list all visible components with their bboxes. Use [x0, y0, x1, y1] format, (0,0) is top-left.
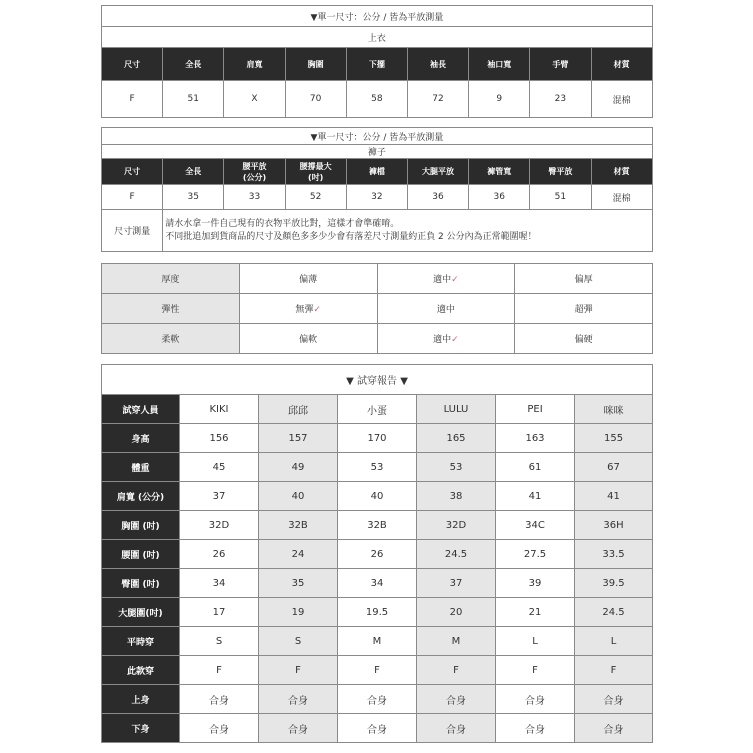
table-cell: 24 — [259, 540, 338, 569]
person-name: LULU — [417, 395, 496, 424]
table-cell: S — [180, 627, 259, 656]
feel-row-label: 厚度 — [102, 264, 240, 294]
table-cell: F — [575, 656, 653, 685]
feel-option: 偏厚 — [515, 264, 653, 294]
table-cell: 混棉 — [591, 185, 652, 210]
trial-row-label: 身高 — [102, 424, 180, 453]
table-cell: 61 — [496, 453, 575, 482]
table-cell: 合身 — [496, 714, 575, 743]
trial-row-label: 大腿圍(吋) — [102, 598, 180, 627]
column-header: 肩寬 — [224, 48, 285, 81]
table-cell: 32D — [180, 511, 259, 540]
trial-row-label: 肩寬 (公分) — [102, 482, 180, 511]
feel-option: 偏軟 — [239, 324, 377, 354]
table-cell: S — [259, 627, 338, 656]
table-cell: F — [102, 185, 163, 210]
column-header: 袖口寬 — [469, 48, 530, 81]
table-cell: 33.5 — [575, 540, 653, 569]
table-row — [102, 714, 653, 743]
check-icon: ✓ — [451, 275, 459, 285]
table-row — [102, 598, 653, 627]
table-cell: F — [338, 656, 417, 685]
column-header: 材質 — [591, 159, 652, 185]
measurement-note-line: 不同批追加到貨商品的尺寸及顏色多多少少會有落差尺寸測量約正負 2 公分內為正常範圍喔！ — [165, 231, 537, 242]
check-icon: ✓ — [451, 335, 459, 345]
table-cell: 合身 — [496, 685, 575, 714]
table-cell: 20 — [417, 598, 496, 627]
table-row — [102, 511, 653, 540]
table-cell: F — [496, 656, 575, 685]
measurement-note-line: 請水水拿一件自己現有的衣物平放比對，這樣才會準確唷。 — [165, 218, 400, 229]
table-cell: 合身 — [575, 685, 653, 714]
table-cell: 合身 — [180, 714, 259, 743]
person-name: 咪咪 — [575, 395, 653, 424]
top-size-table — [101, 5, 653, 118]
table-cell: 24.5 — [417, 540, 496, 569]
table-cell: 40 — [338, 482, 417, 511]
table-cell: 37 — [417, 569, 496, 598]
column-header: 全長 — [163, 159, 224, 185]
table-cell: 35 — [259, 569, 338, 598]
table-cell: L — [575, 627, 653, 656]
feel-option: 適中✓ — [377, 324, 515, 354]
column-header: 大腿平放 — [407, 159, 468, 185]
column-header: 腰撐最大 (吋) — [285, 159, 346, 185]
table-cell: 合身 — [417, 714, 496, 743]
table-cell: 26 — [180, 540, 259, 569]
table-cell: 70 — [285, 81, 346, 118]
table-cell: 合身 — [259, 714, 338, 743]
table-cell: 32 — [346, 185, 407, 210]
table-cell: 45 — [180, 453, 259, 482]
column-header: 褲管寬 — [469, 159, 530, 185]
person-name: 小蛋 — [338, 395, 417, 424]
table-cell: F — [180, 656, 259, 685]
table-row — [102, 482, 653, 511]
table-cell: 27.5 — [496, 540, 575, 569]
table-cell: 合身 — [417, 685, 496, 714]
column-header: 下擺 — [346, 48, 407, 81]
check-icon: ✓ — [313, 305, 321, 315]
table-row — [102, 627, 653, 656]
column-header: 手臂 — [530, 48, 591, 81]
table-cell: 38 — [417, 482, 496, 511]
column-header: 尺寸 — [102, 159, 163, 185]
table-cell: 157 — [259, 424, 338, 453]
table-cell: 32B — [259, 511, 338, 540]
trial-row-label: 體重 — [102, 453, 180, 482]
top-size-subtitle: 上衣 — [102, 27, 653, 48]
feel-option: 適中 — [377, 294, 515, 324]
table-cell: 51 — [530, 185, 591, 210]
table-cell: 23 — [530, 81, 591, 118]
column-header: 胸圍 — [285, 48, 346, 81]
table-cell: 32B — [338, 511, 417, 540]
table-cell: F — [259, 656, 338, 685]
feel-option: 適中✓ — [377, 264, 515, 294]
table-cell: 36 — [407, 185, 468, 210]
table-row — [102, 656, 653, 685]
table-cell: 34 — [338, 569, 417, 598]
trial-row-label: 平時穿 — [102, 627, 180, 656]
table-cell: 170 — [338, 424, 417, 453]
column-header: 全長 — [163, 48, 224, 81]
trial-row-label: 此款穿 — [102, 656, 180, 685]
column-header: 褲檔 — [346, 159, 407, 185]
table-cell: 40 — [259, 482, 338, 511]
table-cell: F — [102, 81, 163, 118]
person-name: 邱邱 — [259, 395, 338, 424]
table-cell: 21 — [496, 598, 575, 627]
column-header: 腰平放 (公分) — [224, 159, 285, 185]
table-cell: 41 — [496, 482, 575, 511]
column-header: 尺寸 — [102, 48, 163, 81]
table-cell: 41 — [575, 482, 653, 511]
table-row — [102, 424, 653, 453]
table-cell: 34 — [180, 569, 259, 598]
table-row — [102, 569, 653, 598]
table-cell: X — [224, 81, 285, 118]
table-row — [102, 685, 653, 714]
table-cell: 合身 — [180, 685, 259, 714]
column-header: 材質 — [591, 48, 652, 81]
pants-size-table — [101, 127, 653, 252]
person-name: KIKI — [180, 395, 259, 424]
table-cell: 49 — [259, 453, 338, 482]
top-size-title: ▼單一尺寸：公分 / 皆為平放測量 — [102, 6, 653, 27]
table-cell: 36H — [575, 511, 653, 540]
table-cell: F — [417, 656, 496, 685]
measurement-note — [163, 210, 653, 252]
table-cell: 9 — [469, 81, 530, 118]
table-cell: M — [338, 627, 417, 656]
trial-report-title: ▼ 試穿報告 ▼ — [102, 365, 653, 395]
trial-header-label: 試穿人員 — [102, 395, 180, 424]
table-cell: M — [417, 627, 496, 656]
table-cell: 33 — [224, 185, 285, 210]
table-row — [102, 540, 653, 569]
feel-row-label: 彈性 — [102, 294, 240, 324]
feel-option: 無彈✓ — [239, 294, 377, 324]
table-cell: 156 — [180, 424, 259, 453]
pants-size-title: ▼單一尺寸：公分 / 皆為平放測量 — [102, 128, 653, 145]
table-cell: 35 — [163, 185, 224, 210]
column-header: 臀平放 — [530, 159, 591, 185]
table-cell: 67 — [575, 453, 653, 482]
table-cell: 17 — [180, 598, 259, 627]
table-cell: 合身 — [575, 714, 653, 743]
table-cell: 19 — [259, 598, 338, 627]
table-cell: 53 — [417, 453, 496, 482]
table-cell: 32D — [417, 511, 496, 540]
feel-option: 偏硬 — [515, 324, 653, 354]
table-cell: 72 — [407, 81, 468, 118]
trial-row-label: 下身 — [102, 714, 180, 743]
table-cell: 51 — [163, 81, 224, 118]
table-cell: 混棉 — [591, 81, 652, 118]
trial-row-label: 臀圍 (吋) — [102, 569, 180, 598]
feel-option: 超彈 — [515, 294, 653, 324]
table-cell: 24.5 — [575, 598, 653, 627]
table-cell: 165 — [417, 424, 496, 453]
table-cell: 53 — [338, 453, 417, 482]
trial-row-label: 腰圍 (吋) — [102, 540, 180, 569]
table-cell: 155 — [575, 424, 653, 453]
table-cell: 26 — [338, 540, 417, 569]
feel-option: 偏薄 — [239, 264, 377, 294]
table-cell: 52 — [285, 185, 346, 210]
table-cell: L — [496, 627, 575, 656]
feel-row-label: 柔軟 — [102, 324, 240, 354]
column-header: 袖長 — [407, 48, 468, 81]
measurement-note-label: 尺寸測量 — [102, 210, 163, 252]
table-row — [102, 453, 653, 482]
table-cell: 39.5 — [575, 569, 653, 598]
table-cell: 37 — [180, 482, 259, 511]
person-name: PEI — [496, 395, 575, 424]
table-cell: 合身 — [259, 685, 338, 714]
fabric-feel-table — [101, 263, 653, 354]
table-cell: 19.5 — [338, 598, 417, 627]
table-cell: 合身 — [338, 714, 417, 743]
table-cell: 58 — [346, 81, 407, 118]
table-cell: 39 — [496, 569, 575, 598]
pants-size-subtitle: 褲子 — [102, 145, 653, 159]
table-cell: 36 — [469, 185, 530, 210]
trial-report-table — [101, 364, 653, 743]
trial-row-label: 胸圍 (吋) — [102, 511, 180, 540]
table-cell: 34C — [496, 511, 575, 540]
table-cell: 合身 — [338, 685, 417, 714]
table-cell: 163 — [496, 424, 575, 453]
trial-row-label: 上身 — [102, 685, 180, 714]
